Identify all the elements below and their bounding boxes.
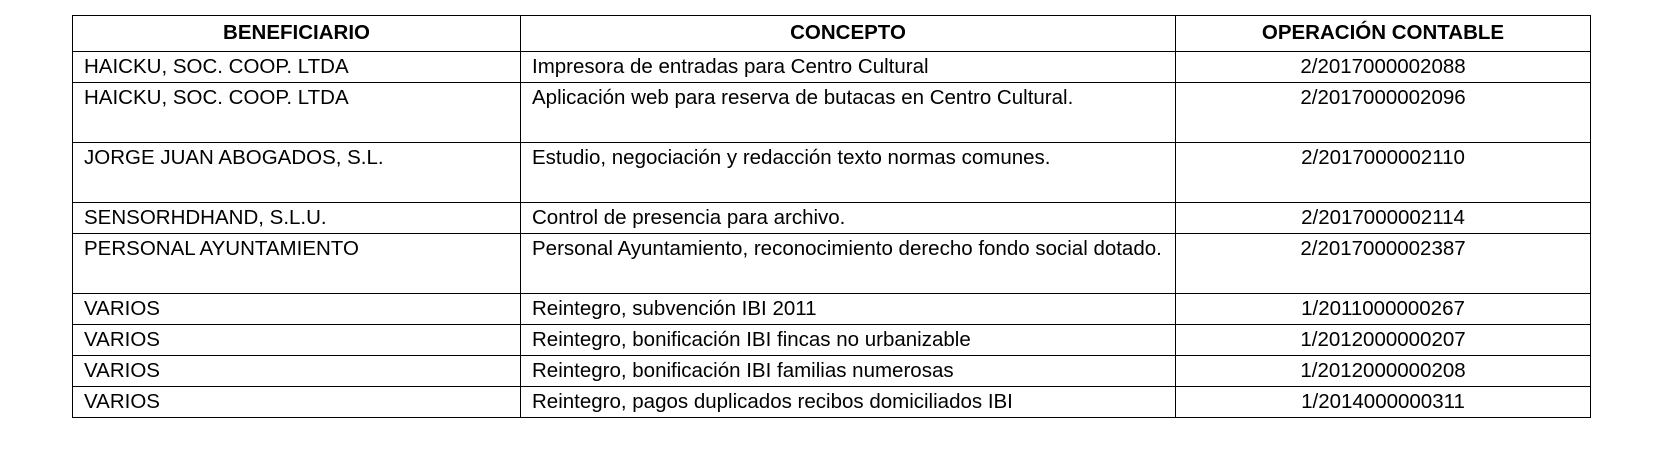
cell-concepto: Control de presencia para archivo. bbox=[521, 203, 1176, 234]
cell-operacion-contable: 2/2017000002096 bbox=[1176, 83, 1591, 143]
cell-operacion-contable: 1/2011000000267 bbox=[1176, 294, 1591, 325]
table-row bbox=[73, 294, 1591, 325]
cell-beneficiario: HAICKU, SOC. COOP. LTDA bbox=[73, 83, 521, 143]
table-body bbox=[73, 52, 1591, 418]
table-row bbox=[73, 325, 1591, 356]
cell-concepto: Aplicación web para reserva de butacas en Centro Cultural. bbox=[521, 83, 1176, 143]
cell-concepto: Reintegro, bonificación IBI familias numerosas bbox=[521, 356, 1176, 387]
cell-concepto: Impresora de entradas para Centro Cultural bbox=[521, 52, 1176, 83]
table-row bbox=[73, 52, 1591, 83]
operations-table bbox=[72, 15, 1591, 418]
cell-concepto: Reintegro, pagos duplicados recibos domiciliados IBI bbox=[521, 387, 1176, 418]
cell-beneficiario: HAICKU, SOC. COOP. LTDA bbox=[73, 52, 521, 83]
cell-concepto: Personal Ayuntamiento, reconocimiento derecho fondo social dotado. bbox=[521, 234, 1176, 294]
table-row bbox=[73, 234, 1591, 294]
cell-operacion-contable: 2/2017000002110 bbox=[1176, 143, 1591, 203]
header-beneficiario: BENEFICIARIO bbox=[73, 16, 521, 52]
cell-beneficiario: VARIOS bbox=[73, 356, 521, 387]
cell-beneficiario: VARIOS bbox=[73, 387, 521, 418]
table-row bbox=[73, 203, 1591, 234]
cell-concepto: Reintegro, bonificación IBI fincas no urbanizable bbox=[521, 325, 1176, 356]
table-row bbox=[73, 356, 1591, 387]
cell-beneficiario: VARIOS bbox=[73, 325, 521, 356]
cell-beneficiario: PERSONAL AYUNTAMIENTO bbox=[73, 234, 521, 294]
table-row bbox=[73, 143, 1591, 203]
cell-beneficiario: SENSORHDHAND, S.L.U. bbox=[73, 203, 521, 234]
cell-operacion-contable: 2/2017000002114 bbox=[1176, 203, 1591, 234]
cell-concepto: Reintegro, subvención IBI 2011 bbox=[521, 294, 1176, 325]
cell-operacion-contable: 1/2014000000311 bbox=[1176, 387, 1591, 418]
cell-beneficiario: VARIOS bbox=[73, 294, 521, 325]
cell-operacion-contable: 2/2017000002387 bbox=[1176, 234, 1591, 294]
header-concepto: CONCEPTO bbox=[521, 16, 1176, 52]
header-operacion-contable: OPERACIÓN CONTABLE bbox=[1176, 16, 1591, 52]
table-row bbox=[73, 387, 1591, 418]
cell-operacion-contable: 2/2017000002088 bbox=[1176, 52, 1591, 83]
cell-beneficiario: JORGE JUAN ABOGADOS, S.L. bbox=[73, 143, 521, 203]
cell-concepto: Estudio, negociación y redacción texto normas comunes. bbox=[521, 143, 1176, 203]
table-row bbox=[73, 83, 1591, 143]
table-header-row bbox=[73, 16, 1591, 52]
cell-operacion-contable: 1/2012000000207 bbox=[1176, 325, 1591, 356]
cell-operacion-contable: 1/2012000000208 bbox=[1176, 356, 1591, 387]
